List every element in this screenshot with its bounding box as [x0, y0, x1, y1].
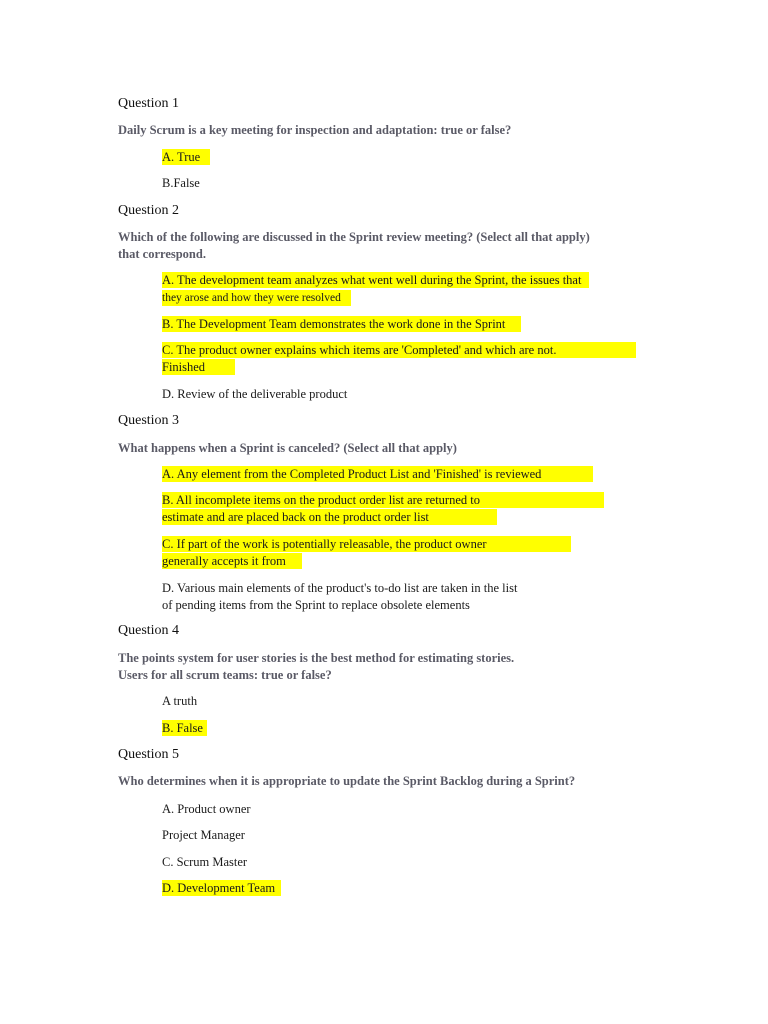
question-5-title: Question 5: [118, 747, 180, 762]
option-line: Project Manager: [162, 828, 245, 842]
question-4-title: Question 4: [118, 623, 180, 638]
option-line: A. Any element from the Completed Product List and 'Finished' is reviewed: [162, 466, 593, 482]
option-line: B. False: [162, 720, 207, 736]
question-3-prompt: [118, 440, 457, 457]
option-line: B. All incomplete items on the product order list are returned to: [162, 492, 604, 508]
option-line: D. Development Team: [162, 880, 281, 896]
option-line: C. The product owner explains which items are 'Completed' and which are not.: [162, 342, 636, 358]
option-line: D. Review of the deliverable product: [162, 387, 348, 401]
option-line: C. If part of the work is potentially releasable, the product owner: [162, 536, 571, 552]
question-5-option-d: [162, 880, 281, 897]
question-3-option-b: [162, 492, 604, 526]
option-line: A truth: [162, 694, 198, 708]
prompt-line: Who determines when it is appropriate to update the Sprint Backlog during a Sprint?: [118, 774, 576, 788]
option-line: estimate and are placed back on the product order list: [162, 509, 497, 525]
question-5-option-b: [162, 827, 245, 844]
question-2-option-d: [162, 386, 347, 403]
prompt-line: The points system for user stories is the best method for estimating stories.: [118, 651, 515, 665]
question-4-option-a: [162, 693, 197, 710]
option-line: C. Scrum Master: [162, 855, 248, 869]
option-line: generally accepts it from: [162, 553, 302, 569]
option-line: A. True: [162, 149, 210, 165]
question-4-option-b: [162, 720, 207, 737]
prompt-line: that correspond.: [118, 247, 206, 261]
question-3-option-d: [162, 580, 517, 614]
option-line: A. The development team analyzes what went well during the Sprint, the issues that: [162, 272, 589, 288]
option-line: D. Various main elements of the product's to-do list are taken in the list: [162, 581, 518, 595]
prompt-line: Daily Scrum is a key meeting for inspection and adaptation: true or false?: [118, 123, 512, 137]
option-line: they arose and how they were resolved: [162, 290, 351, 306]
question-5-option-a: [162, 801, 251, 818]
question-2-option-b: [162, 316, 521, 333]
question-3-title: Question 3: [118, 413, 180, 428]
question-2-option-c: [162, 342, 636, 376]
option-line: B.False: [162, 176, 200, 190]
question-3-option-c: [162, 536, 571, 570]
question-1-option-b: [162, 175, 200, 192]
question-2-title: Question 2: [118, 203, 180, 218]
option-line: Finished: [162, 359, 235, 375]
question-1-title: Question 1: [118, 96, 180, 111]
question-5-prompt: [118, 773, 575, 790]
question-2-prompt: [118, 229, 590, 263]
question-4-prompt: [118, 650, 514, 684]
question-1-prompt: [118, 122, 511, 139]
question-5-option-c: [162, 854, 247, 871]
option-line: B. The Development Team demonstrates the work done in the Sprint: [162, 316, 521, 332]
question-1-option-a: [162, 149, 210, 166]
prompt-line: Users for all scrum teams: true or false?: [118, 668, 332, 682]
question-3-option-a: [162, 466, 593, 483]
option-line: of pending items from the Sprint to replace obsolete elements: [162, 598, 470, 612]
option-line: A. Product owner: [162, 802, 251, 816]
prompt-line: Which of the following are discussed in the Sprint review meeting? (Select all that apply): [118, 230, 590, 244]
prompt-line: What happens when a Sprint is canceled? (Select all that apply): [118, 441, 457, 455]
question-2-option-a: [162, 272, 589, 306]
